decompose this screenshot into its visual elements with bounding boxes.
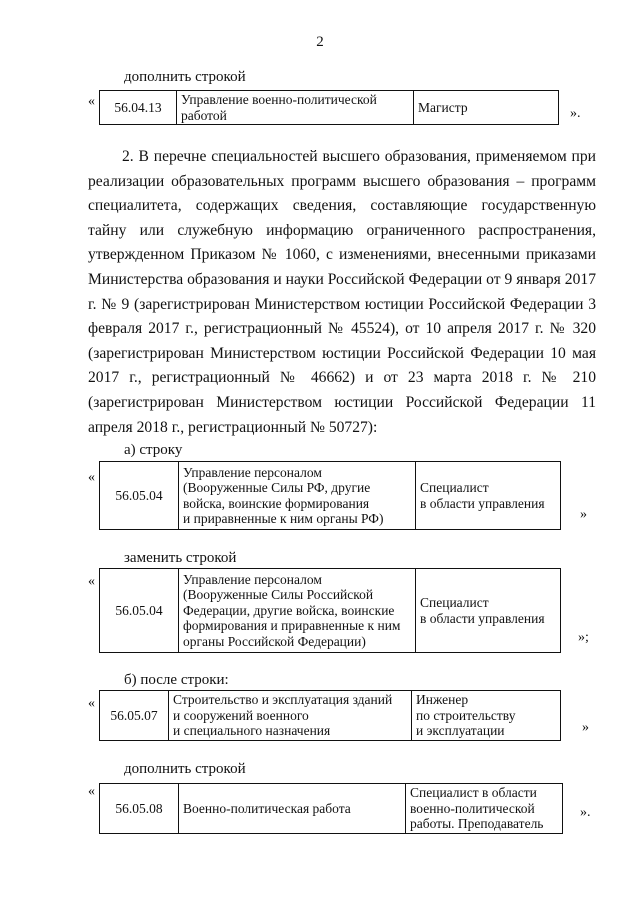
- specialty-name: Управление персоналом (Вооруженные Силы РФ, другие войска, воинские формирования и приравненные к ним органы РФ): [179, 462, 416, 530]
- section-b-open-quote: «: [88, 696, 95, 711]
- section1-open-quote: «: [88, 94, 95, 109]
- table-close-border: [561, 462, 580, 530]
- section-add-table: [99, 783, 581, 834]
- table-row: [100, 691, 580, 741]
- page-number: 2: [316, 34, 324, 50]
- section-b-close-quote: »: [582, 720, 589, 735]
- section-replace-open-quote: «: [88, 574, 95, 589]
- section-add-label: дополнить строкой: [124, 761, 246, 777]
- section-a-open-quote: «: [88, 470, 95, 485]
- specialty-code: 56.05.04: [100, 462, 179, 530]
- table-close-border: [563, 784, 582, 834]
- section1-label: дополнить строкой: [124, 69, 246, 85]
- table-row: [100, 462, 580, 530]
- section-add-open-quote: «: [88, 784, 95, 799]
- section-a-close-quote: »: [580, 507, 587, 522]
- section-a-label: а) строку: [124, 442, 183, 458]
- section-replace-close-quote: »;: [578, 630, 589, 645]
- specialty-code: 56.05.08: [100, 784, 179, 834]
- section-b-label: б) после строки:: [124, 672, 229, 688]
- section1-table: [99, 90, 577, 125]
- qualification: Специалист в области военно-политической работы. Преподаватель: [406, 784, 563, 834]
- qualification: Специалист в области управления: [416, 462, 561, 530]
- section-replace-label: заменить строкой: [124, 550, 237, 566]
- section-a-table: [99, 461, 579, 530]
- qualification: Специалист в области управления: [416, 569, 561, 653]
- specialty-name: Военно-политическая работа: [179, 784, 406, 834]
- specialty-name: Управление персоналом (Вооруженные Силы Российской Федерации, другие войска, воинские формирования и приравненные к ним органы Российской Федерации): [179, 569, 416, 653]
- table-close-border: [561, 691, 580, 741]
- table-row: [100, 784, 582, 834]
- section1-close-quote: ».: [570, 106, 581, 121]
- specialty-code: 56.05.04: [100, 569, 179, 653]
- specialty-name: Управление военно-политической работой: [177, 91, 414, 125]
- qualification: Магистр: [414, 91, 559, 125]
- qualification: Инженер по строительству и эксплуатации: [412, 691, 561, 741]
- section-b-table: [99, 690, 579, 741]
- table-row: [100, 91, 578, 125]
- specialty-name: Строительство и эксплуатация зданий и сооружений военного и специального назначения: [169, 691, 412, 741]
- paragraph-2: 2. В перечне специальностей высшего образования, применяемом при реализации образовательных программ высшего образования – программ специалитета, содержащих сведения, составляющие государственную тайну или служебную информацию ограниченного распространения, утвержденном Приказом № 1060, с изменениями, внесенными приказами Министерства образования и науки Российской Федерации от 9 января 2017 г. № 9 (зарегистрирован Министерством юстиции Российской Федерации 3 февраля 2017 г., регистрационный № 45524), от 10 апреля 2017 г. № 320 (зарегистрирован Министерством юстиции Российской Федерации 10 мая 2017 г., регистрационный № 46662) и от 23 марта 2018 г. № 210 (зарегистрирован Министерством юстиции Российской Федерации 11 апреля 2018 г., регистрационный № 50727):: [88, 148, 596, 436]
- section-replace-table: [99, 568, 579, 653]
- section-add-close-quote: ».: [580, 805, 591, 820]
- specialty-code: 56.04.13: [100, 91, 177, 125]
- table-row: [100, 569, 580, 653]
- specialty-code: 56.05.07: [100, 691, 169, 741]
- table-close-border: [561, 569, 580, 653]
